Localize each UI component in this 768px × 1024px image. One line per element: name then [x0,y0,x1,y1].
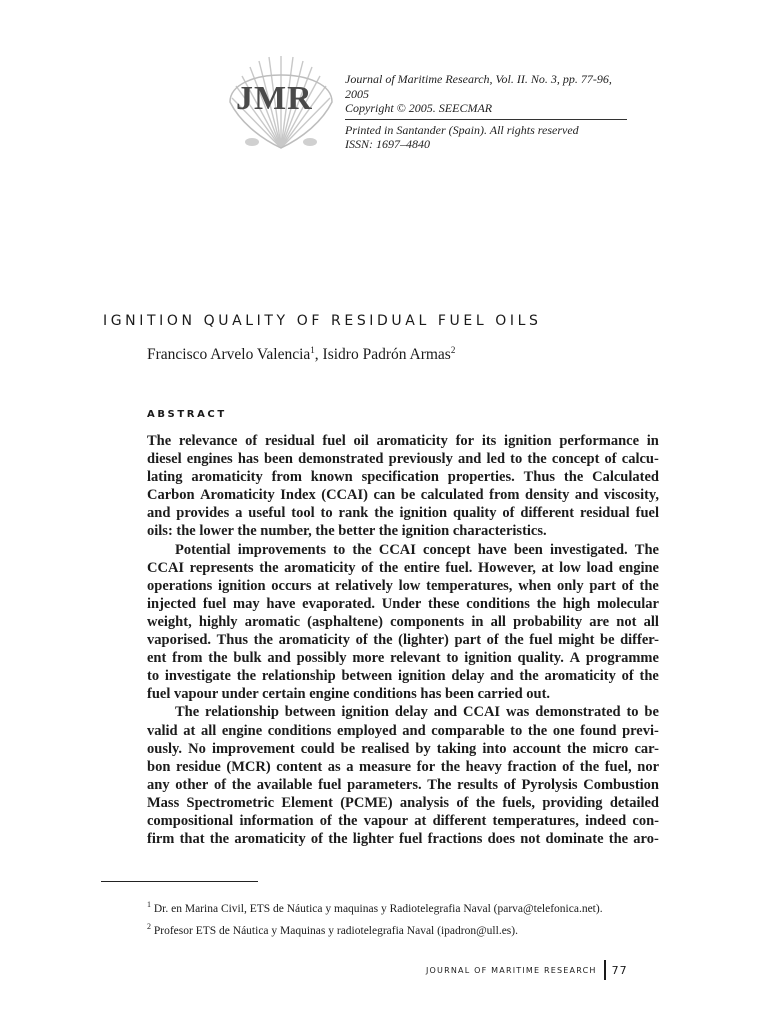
abstract-line: ent from the bulk and possibly more relevant to ignition quality. A programme [147,650,659,667]
abstract-line: diesel engines has been demonstrated previously and led to the concept of calcu- [147,451,659,468]
footnote-1 [147,896,603,918]
abstract-line: valid at all engine conditions employed and comparable to the one found previ- [147,722,659,739]
footnote-2-mark: 2 [147,921,151,931]
author-2-footnote-mark: 2 [450,345,456,355]
abstract-line: injected fuel may have evaporated. Under these conditions the high molecular [147,595,659,612]
abstract-line: The relationship between ignition delay and CCAI was demonstrated to be [175,704,659,721]
abstract-line: fuel vapour under certain engine conditions has been carried out. [147,686,551,703]
abstract-heading: ABSTRACT [147,409,227,420]
abstract-line: to investigate the relationship between ignition delay and the aromaticity of the [147,668,659,685]
paper-title: IGNITION QUALITY OF RESIDUAL FUEL OILS [103,313,542,329]
issn-line: ISSN: 1697–4840 [345,137,430,151]
abstract-line: Carbon Aromaticity Index (CCAI) can be calculated from density and viscosity, [147,487,659,504]
journal-volume-line: Journal of Maritime Research, Vol. II. No. 3, pp. 77-96, 2005 [345,72,612,101]
author-separator: , [314,346,323,364]
abstract-line: Potential improvements to the CCAI concept have been investigated. The [175,541,659,558]
citation-divider [345,119,627,120]
abstract-line: lating aromaticity from known specification properties. Thus the Calculated [147,469,659,486]
abstract-line: CCAI represents the aromaticity of the entire fuel. However, at low load engine [147,559,659,576]
abstract-line: operations ignition occurs at relatively low temperatures, when only part of the [147,577,659,594]
footnote-divider [101,881,258,882]
journal-citation [345,72,627,152]
abstract-line: ously. No improvement could be realised by taking into account the micro car- [147,740,659,757]
journal-logo-text: JMR [236,80,313,117]
footer-divider [604,960,606,980]
footnote-2-text: Profesor ETS de Náutica y Maquinas y radiotelegrafia Naval (ipadron@ull.es). [151,924,518,937]
abstract-line: bon residue (MCR) content as a measure for the heavy fraction of the fuel, nor [147,758,659,775]
printed-line: Printed in Santander (Spain). All rights reserved [345,122,579,137]
abstract-body [147,432,659,848]
page-footer [426,962,628,978]
abstract-line: and provides a useful tool to rank the ignition quality of different residual fuel [147,505,659,522]
footer-journal-name: JOURNAL OF MARITIME RESEARCH [426,965,597,975]
abstract-line: firm that the aromaticity of the lighter fuel fractions does not dominate the aro- [147,831,659,848]
footnote-1-mark: 1 [147,900,151,909]
author-2: Isidro Padrón Armas [322,346,451,364]
author-1-footnote-mark: 1 [310,345,315,355]
abstract-line: any other of the available fuel parameters. The results of Pyrolysis Combustion [147,776,659,793]
footnotes [147,896,603,940]
page-number: 77 [611,963,628,977]
author-1: Francisco Arvelo Valencia [147,346,311,364]
abstract-line: oils: the lower the number, the better the ignition characteristics. [147,523,547,540]
footnote-2 [147,918,603,940]
abstract-line: vaporised. Thus the aromaticity of the (lighter) part of the fuel might be differ- [147,632,659,649]
abstract-line: compositional information of the vapour at different temperatures, indeed con- [147,812,659,829]
abstract-line: weight, highly aromatic (asphaltene) components in all probability are not all [147,613,659,630]
footnote-1-text: Dr. en Marina Civil, ETS de Náutica y maquinas y Radiotelegrafia Naval (parva@telefonica.net). [151,902,603,915]
abstract-line: The relevance of residual fuel oil aromaticity for its ignition performance in [147,433,659,449]
author-list [147,345,455,364]
abstract-line: Mass Spectrometric Element (PCME) analysis of the fuels, providing detailed [147,794,659,811]
copyright-line: Copyright © 2005. SEECMAR [345,101,493,115]
